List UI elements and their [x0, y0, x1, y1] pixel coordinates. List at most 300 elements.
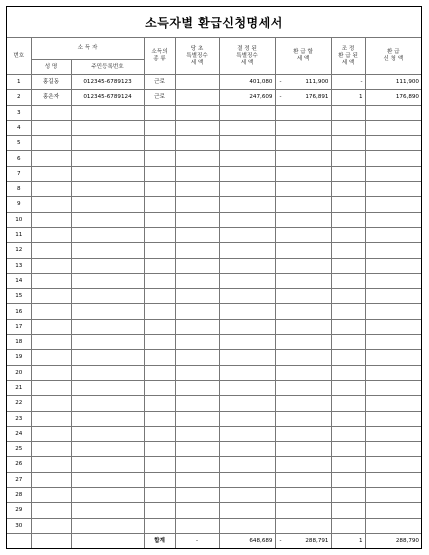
row-adjusted-tax — [331, 136, 365, 151]
row-original-tax — [175, 503, 219, 518]
row-rrn — [71, 457, 144, 472]
total-blank-2 — [31, 533, 71, 548]
row-determined-tax — [219, 273, 275, 288]
row-determined-tax — [219, 136, 275, 151]
row-number: 25 — [7, 442, 31, 457]
row-name — [31, 396, 71, 411]
row-number: 1 — [7, 75, 31, 90]
table-row — [7, 182, 421, 197]
row-number: 11 — [7, 227, 31, 242]
row-determined-tax — [219, 227, 275, 242]
row-refund-request — [365, 212, 421, 227]
row-rrn — [71, 472, 144, 487]
row-original-tax — [175, 335, 219, 350]
header-refund-request-line1: 환 급 — [386, 49, 400, 55]
row-adjusted-tax: - — [331, 75, 365, 90]
row-refund-request — [365, 227, 421, 242]
row-refund-request: 176,890 — [365, 90, 421, 105]
header-refund-request-line2: 신 청 액 — [383, 56, 404, 62]
row-refund-tax — [275, 197, 331, 212]
row-number: 24 — [7, 426, 31, 441]
header-adjusted-tax-line3: 세 액 — [341, 59, 355, 66]
row-rrn — [71, 365, 144, 380]
row-rrn — [71, 426, 144, 441]
row-refund-tax — [275, 90, 331, 105]
row-determined-tax — [219, 411, 275, 426]
row-refund-request — [365, 136, 421, 151]
row-refund-tax — [275, 380, 331, 395]
total-refund-tax-value: 288,791 — [305, 537, 329, 544]
row-income-type — [144, 136, 175, 151]
table-row — [7, 136, 421, 151]
row-name — [31, 182, 71, 197]
row-name — [31, 319, 71, 334]
row-determined-tax — [219, 365, 275, 380]
row-original-tax — [175, 488, 219, 503]
row-original-tax — [175, 457, 219, 472]
header-adjusted-tax-line1: 조 정 — [341, 45, 355, 52]
row-refund-tax — [275, 182, 331, 197]
row-number: 2 — [7, 90, 31, 105]
row-adjusted-tax — [331, 380, 365, 395]
row-refund-tax — [275, 136, 331, 151]
row-refund-tax — [275, 227, 331, 242]
row-rrn — [71, 442, 144, 457]
header-determined-tax-line3: 세 액 — [240, 59, 254, 66]
row-number: 8 — [7, 182, 31, 197]
row-refund-tax — [275, 120, 331, 135]
row-adjusted-tax: 1 — [331, 90, 365, 105]
row-adjusted-tax — [331, 151, 365, 166]
row-name — [31, 227, 71, 242]
header-refund-tax-line1: 환 급 할 — [293, 49, 313, 55]
row-income-type — [144, 350, 175, 365]
row-determined-tax — [219, 518, 275, 533]
row-refund-request — [365, 518, 421, 533]
row-determined-tax: 247,609 — [219, 90, 275, 105]
row-income-type — [144, 335, 175, 350]
header-original-tax — [175, 38, 219, 75]
row-income-type — [144, 411, 175, 426]
row-adjusted-tax — [331, 227, 365, 242]
row-refund-request — [365, 457, 421, 472]
total-original-tax: - — [175, 533, 219, 548]
row-income-type — [144, 488, 175, 503]
row-income-type — [144, 120, 175, 135]
row-rrn — [71, 518, 144, 533]
row-rrn — [71, 166, 144, 181]
row-number: 26 — [7, 457, 31, 472]
row-original-tax — [175, 319, 219, 334]
row-number: 4 — [7, 120, 31, 135]
row-number: 30 — [7, 518, 31, 533]
header-adjusted-tax — [331, 38, 365, 75]
row-refund-request — [365, 350, 421, 365]
row-rrn — [71, 289, 144, 304]
table-row — [7, 488, 421, 503]
row-income-type — [144, 304, 175, 319]
refund-statement-sheet — [6, 6, 422, 549]
row-income-type — [144, 212, 175, 227]
row-number: 3 — [7, 105, 31, 120]
row-original-tax — [175, 212, 219, 227]
row-adjusted-tax — [331, 350, 365, 365]
row-name — [31, 503, 71, 518]
row-income-type — [144, 227, 175, 242]
row-refund-request — [365, 105, 421, 120]
row-refund-tax-sign: - — [279, 79, 282, 86]
row-rrn — [71, 350, 144, 365]
row-refund-request — [365, 365, 421, 380]
header-original-tax-line3: 세 액 — [190, 59, 204, 66]
row-adjusted-tax — [331, 396, 365, 411]
header-income-earner: 소 득 자 — [31, 38, 144, 60]
row-adjusted-tax — [331, 411, 365, 426]
row-name — [31, 120, 71, 135]
row-name — [31, 518, 71, 533]
row-income-type: 근로 — [144, 90, 175, 105]
row-refund-tax — [275, 518, 331, 533]
row-determined-tax — [219, 166, 275, 181]
row-original-tax — [175, 289, 219, 304]
row-refund-tax — [275, 503, 331, 518]
row-determined-tax — [219, 442, 275, 457]
row-income-type — [144, 243, 175, 258]
row-name — [31, 426, 71, 441]
row-refund-request — [365, 335, 421, 350]
row-refund-request — [365, 197, 421, 212]
row-income-type — [144, 457, 175, 472]
row-original-tax — [175, 90, 219, 105]
total-label: 합계 — [144, 533, 175, 548]
row-original-tax — [175, 411, 219, 426]
row-number: 7 — [7, 166, 31, 181]
table-row — [7, 396, 421, 411]
row-refund-tax — [275, 212, 331, 227]
row-refund-tax — [275, 289, 331, 304]
row-name — [31, 335, 71, 350]
header-adjusted-tax-line2: 환 급 된 — [338, 52, 358, 59]
row-determined-tax — [219, 426, 275, 441]
header-refund-tax — [275, 38, 331, 75]
row-determined-tax — [219, 319, 275, 334]
row-refund-tax — [275, 151, 331, 166]
row-refund-request — [365, 319, 421, 334]
row-rrn — [71, 411, 144, 426]
row-number: 18 — [7, 335, 31, 350]
row-refund-tax — [275, 350, 331, 365]
row-adjusted-tax — [331, 488, 365, 503]
row-refund-request — [365, 304, 421, 319]
row-refund-request — [365, 503, 421, 518]
table-row — [7, 503, 421, 518]
row-name: 홍은자 — [31, 90, 71, 105]
row-name — [31, 304, 71, 319]
header-rrn: 주민등록번호 — [71, 60, 144, 75]
row-number: 19 — [7, 350, 31, 365]
row-refund-request — [365, 289, 421, 304]
row-refund-tax — [275, 273, 331, 288]
row-determined-tax — [219, 457, 275, 472]
total-blank-1 — [7, 533, 31, 548]
row-refund-tax — [275, 304, 331, 319]
table-row — [7, 166, 421, 181]
row-number: 21 — [7, 380, 31, 395]
table-row — [7, 335, 421, 350]
header-determined-tax-line2: 특별징수 — [236, 52, 258, 59]
header-income-type — [144, 38, 175, 75]
row-refund-request — [365, 166, 421, 181]
table-row — [7, 380, 421, 395]
table-row — [7, 442, 421, 457]
row-adjusted-tax — [331, 289, 365, 304]
row-original-tax — [175, 105, 219, 120]
row-adjusted-tax — [331, 472, 365, 487]
row-number: 16 — [7, 304, 31, 319]
table-row — [7, 243, 421, 258]
row-refund-request — [365, 273, 421, 288]
row-original-tax — [175, 518, 219, 533]
row-rrn — [71, 258, 144, 273]
row-determined-tax — [219, 212, 275, 227]
row-income-type — [144, 518, 175, 533]
row-determined-tax — [219, 243, 275, 258]
row-refund-request — [365, 472, 421, 487]
row-adjusted-tax — [331, 182, 365, 197]
row-refund-tax — [275, 258, 331, 273]
row-name — [31, 411, 71, 426]
row-refund-tax — [275, 75, 331, 90]
row-determined-tax — [219, 197, 275, 212]
row-refund-tax — [275, 442, 331, 457]
row-income-type: 근로 — [144, 75, 175, 90]
row-number: 6 — [7, 151, 31, 166]
row-adjusted-tax — [331, 503, 365, 518]
row-refund-tax-sign: - — [279, 94, 282, 101]
row-original-tax — [175, 442, 219, 457]
header-income-type-line2: 종 류 — [153, 56, 166, 62]
row-adjusted-tax — [331, 304, 365, 319]
row-income-type — [144, 151, 175, 166]
row-rrn: 012345-6789124 — [71, 90, 144, 105]
row-determined-tax — [219, 335, 275, 350]
row-refund-request — [365, 442, 421, 457]
row-income-type — [144, 166, 175, 181]
table-row — [7, 365, 421, 380]
row-name — [31, 350, 71, 365]
row-income-type — [144, 273, 175, 288]
row-determined-tax — [219, 380, 275, 395]
row-refund-request: 111,900 — [365, 75, 421, 90]
row-refund-tax — [275, 411, 331, 426]
row-income-type — [144, 380, 175, 395]
row-adjusted-tax — [331, 212, 365, 227]
row-refund-tax — [275, 166, 331, 181]
row-rrn — [71, 197, 144, 212]
row-number: 27 — [7, 472, 31, 487]
row-original-tax — [175, 166, 219, 181]
row-refund-request — [365, 488, 421, 503]
row-determined-tax — [219, 503, 275, 518]
row-refund-tax — [275, 335, 331, 350]
row-determined-tax — [219, 105, 275, 120]
table-row — [7, 227, 421, 242]
row-rrn — [71, 227, 144, 242]
row-number: 13 — [7, 258, 31, 273]
row-number: 22 — [7, 396, 31, 411]
row-name — [31, 243, 71, 258]
row-original-tax — [175, 120, 219, 135]
header-determined-tax — [219, 38, 275, 75]
row-original-tax — [175, 365, 219, 380]
row-number: 28 — [7, 488, 31, 503]
row-number: 14 — [7, 273, 31, 288]
row-refund-tax — [275, 472, 331, 487]
row-original-tax — [175, 227, 219, 242]
row-refund-request — [365, 426, 421, 441]
row-adjusted-tax — [331, 335, 365, 350]
row-rrn — [71, 105, 144, 120]
row-original-tax — [175, 151, 219, 166]
row-rrn — [71, 243, 144, 258]
row-rrn — [71, 120, 144, 135]
row-rrn — [71, 319, 144, 334]
row-adjusted-tax — [331, 166, 365, 181]
table-row — [7, 457, 421, 472]
row-original-tax — [175, 380, 219, 395]
total-refund-tax-sign: - — [279, 537, 282, 544]
row-determined-tax — [219, 488, 275, 503]
row-name — [31, 472, 71, 487]
row-refund-tax — [275, 457, 331, 472]
table-row — [7, 75, 421, 90]
row-adjusted-tax — [331, 518, 365, 533]
table-row — [7, 212, 421, 227]
total-adjusted-tax: 1 — [331, 533, 365, 548]
row-refund-tax — [275, 105, 331, 120]
row-name — [31, 166, 71, 181]
row-number: 5 — [7, 136, 31, 151]
row-refund-request — [365, 396, 421, 411]
row-number: 12 — [7, 243, 31, 258]
row-determined-tax — [219, 472, 275, 487]
row-number: 20 — [7, 365, 31, 380]
row-name — [31, 105, 71, 120]
row-adjusted-tax — [331, 365, 365, 380]
row-adjusted-tax — [331, 197, 365, 212]
row-refund-tax — [275, 396, 331, 411]
row-income-type — [144, 503, 175, 518]
row-adjusted-tax — [331, 243, 365, 258]
row-name — [31, 442, 71, 457]
row-original-tax — [175, 426, 219, 441]
row-income-type — [144, 426, 175, 441]
header-row-1 — [7, 38, 421, 60]
header-seq: 번호 — [7, 38, 31, 75]
table-row — [7, 472, 421, 487]
row-income-type — [144, 258, 175, 273]
row-number: 29 — [7, 503, 31, 518]
row-determined-tax — [219, 151, 275, 166]
row-adjusted-tax — [331, 258, 365, 273]
table-row — [7, 426, 421, 441]
row-name: 홍길동 — [31, 75, 71, 90]
row-name — [31, 212, 71, 227]
table-row — [7, 197, 421, 212]
row-adjusted-tax — [331, 120, 365, 135]
total-refund-request: 288,790 — [365, 533, 421, 548]
row-refund-request — [365, 258, 421, 273]
row-original-tax — [175, 304, 219, 319]
row-rrn — [71, 273, 144, 288]
row-name — [31, 151, 71, 166]
row-original-tax — [175, 273, 219, 288]
row-name — [31, 365, 71, 380]
row-refund-tax — [275, 365, 331, 380]
row-income-type — [144, 365, 175, 380]
row-refund-request — [365, 182, 421, 197]
row-adjusted-tax — [331, 442, 365, 457]
row-name — [31, 258, 71, 273]
table-row — [7, 151, 421, 166]
total-determined-tax: 648,689 — [219, 533, 275, 548]
row-number: 9 — [7, 197, 31, 212]
row-original-tax — [175, 182, 219, 197]
total-row — [7, 533, 421, 548]
row-refund-request — [365, 243, 421, 258]
row-adjusted-tax — [331, 319, 365, 334]
row-number: 15 — [7, 289, 31, 304]
row-original-tax — [175, 75, 219, 90]
row-number: 23 — [7, 411, 31, 426]
header-refund-request — [365, 38, 421, 75]
row-number: 17 — [7, 319, 31, 334]
header-income-type-line1: 소득의 — [151, 49, 168, 55]
row-rrn — [71, 488, 144, 503]
total-refund-tax — [275, 533, 331, 548]
row-refund-tax-value: 111,900 — [305, 79, 329, 86]
row-rrn — [71, 380, 144, 395]
total-blank-3 — [71, 533, 144, 548]
row-name — [31, 197, 71, 212]
row-original-tax — [175, 258, 219, 273]
row-rrn — [71, 396, 144, 411]
row-rrn — [71, 304, 144, 319]
header-original-tax-line2: 특별징수 — [186, 52, 208, 59]
row-determined-tax — [219, 258, 275, 273]
row-number: 10 — [7, 212, 31, 227]
row-rrn: 012345-6789123 — [71, 75, 144, 90]
row-refund-tax — [275, 426, 331, 441]
row-adjusted-tax — [331, 273, 365, 288]
row-income-type — [144, 289, 175, 304]
table-row — [7, 411, 421, 426]
refund-table — [7, 37, 421, 548]
row-rrn — [71, 212, 144, 227]
row-determined-tax — [219, 350, 275, 365]
table-row — [7, 289, 421, 304]
table-row — [7, 518, 421, 533]
header-refund-tax-line2: 세 액 — [296, 56, 310, 62]
row-income-type — [144, 442, 175, 457]
row-name — [31, 380, 71, 395]
row-determined-tax — [219, 182, 275, 197]
header-name: 성 명 — [31, 60, 71, 75]
row-determined-tax — [219, 120, 275, 135]
table-row — [7, 319, 421, 334]
table-row — [7, 258, 421, 273]
row-income-type — [144, 105, 175, 120]
